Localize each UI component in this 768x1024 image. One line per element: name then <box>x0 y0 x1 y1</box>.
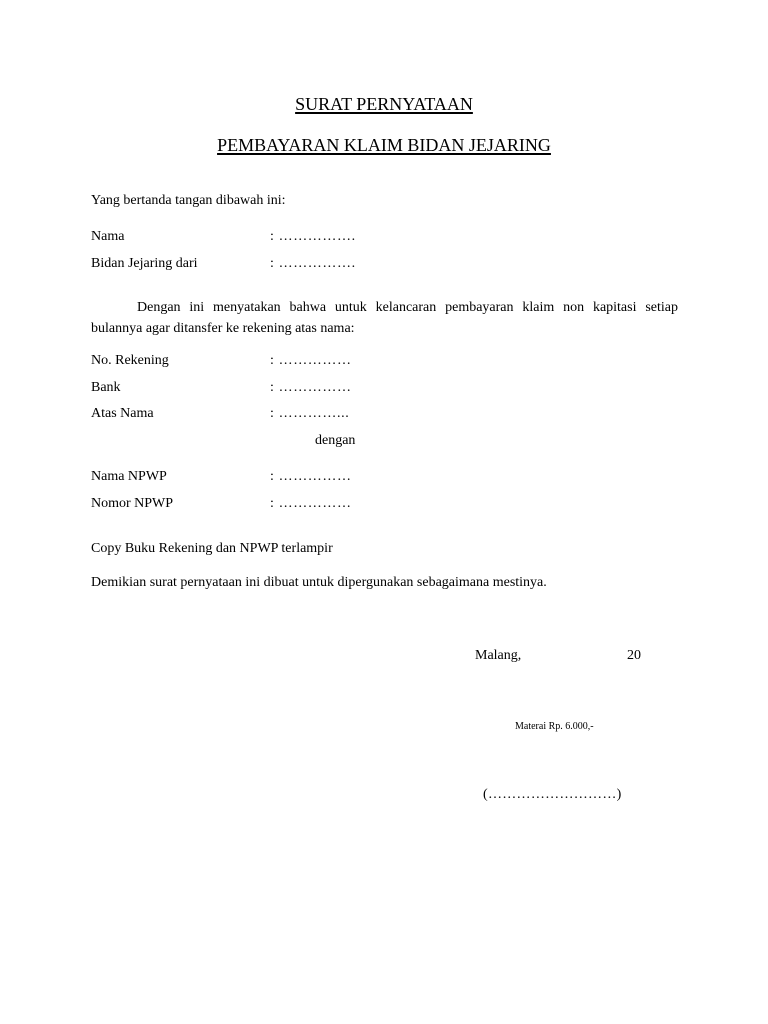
closing-text: Demikian surat pernyataan ini dibuat untuk dipergunakan sebagaimana mestinya. <box>91 575 547 590</box>
field-value-bank: : …………… <box>270 380 352 395</box>
attachment-note: Copy Buku Rekening dan NPWP terlampir <box>91 541 333 556</box>
signature-place: Malang, <box>475 648 522 663</box>
field-label-nama-npwp: Nama NPWP <box>91 469 167 484</box>
statement-paragraph: Dengan ini menyatakan bahwa untuk kelancaran pembayaran klaim non kapitasi setiap bulannya agar ditansfer ke rekening atas nama: <box>91 300 678 336</box>
field-label-nama: Nama <box>91 229 125 244</box>
signature-name-line: (………………………) <box>483 787 622 802</box>
signature-year: 20 <box>627 648 641 663</box>
connector-text: dengan <box>315 433 356 448</box>
field-label-bidan-jejaring: Bidan Jejaring dari <box>91 256 198 271</box>
field-value-nama: : ……………. <box>270 229 356 244</box>
field-value-no-rekening: : …………… <box>270 353 352 368</box>
stamp-duty-label: Materai Rp. 6.000,- <box>515 721 594 732</box>
field-label-nomor-npwp: Nomor NPWP <box>91 496 174 511</box>
field-value-atas-nama: : …………... <box>270 406 350 421</box>
field-value-nomor-npwp: : …………… <box>270 496 352 511</box>
field-label-bank: Bank <box>91 380 121 395</box>
field-label-atas-nama: Atas Nama <box>91 406 154 421</box>
field-value-bidan-jejaring: : ……………. <box>270 256 356 271</box>
document-title: SURAT PERNYATAAN <box>295 94 473 114</box>
document-subtitle: PEMBAYARAN KLAIM BIDAN JEJARING <box>217 135 551 155</box>
field-label-no-rekening: No. Rekening <box>91 353 169 368</box>
field-value-nama-npwp: : …………… <box>270 469 352 484</box>
intro-text: Yang bertanda tangan dibawah ini: <box>91 193 286 208</box>
